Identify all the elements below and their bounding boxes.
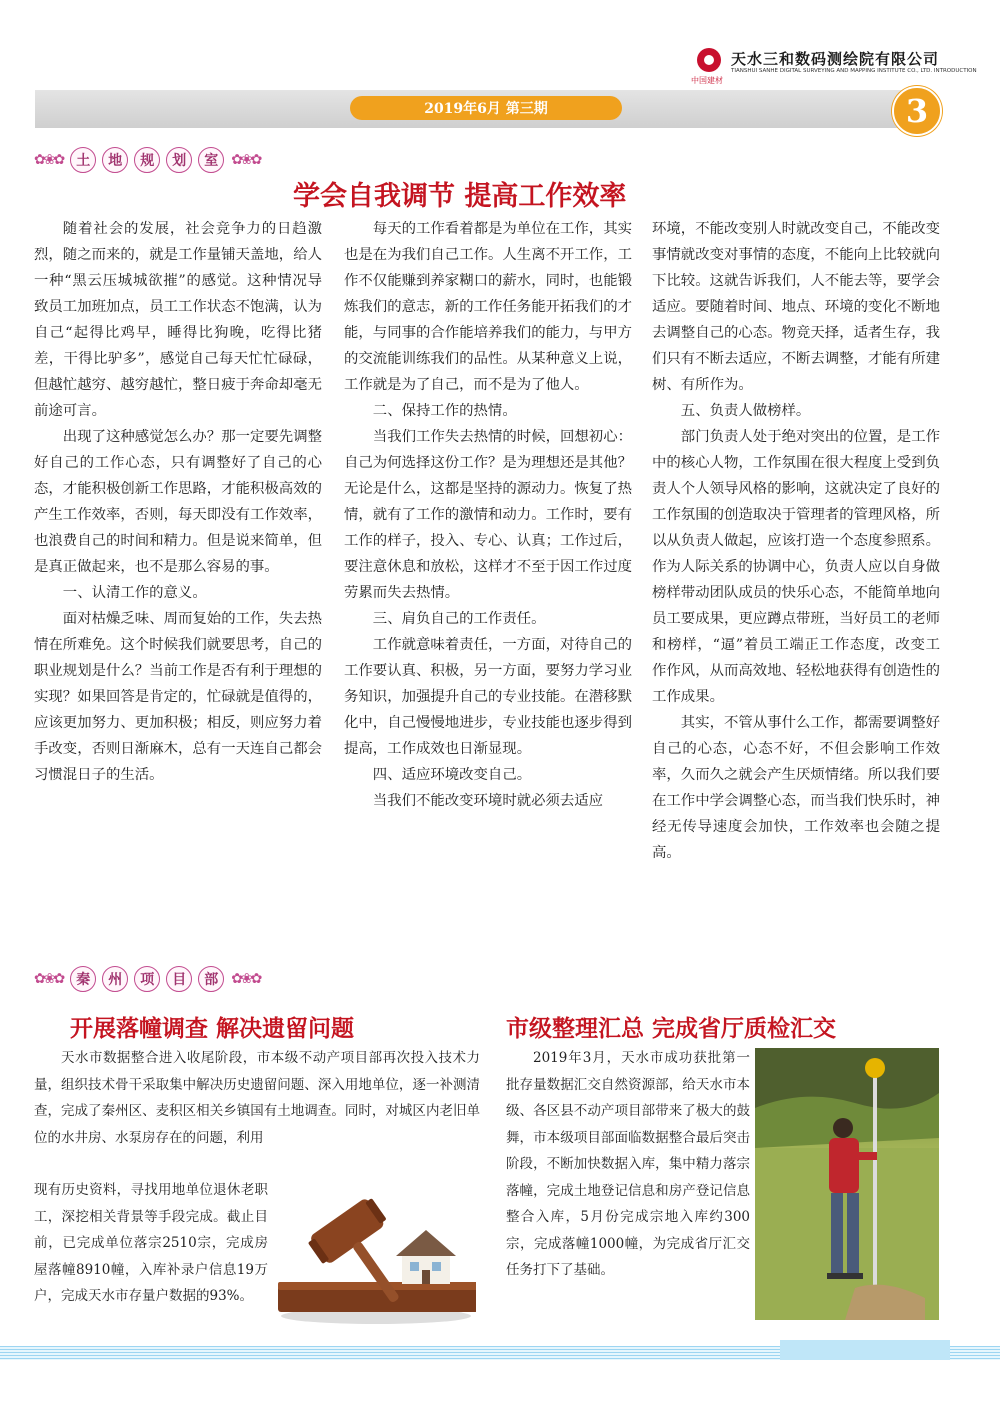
paragraph: 其实，不管从事什么工作，都需要调整好自己的心态，心态不好，不但会影响工作效率，久而久之就会产生厌烦情绪。所以我们要在工作中学会调整心态，而当我们快乐时，神经无传导速度会加快，工作效率也会随之提高。	[652, 715, 940, 861]
paragraph: 出现了这种感觉怎么办？那一定要先调整好自己的工作心态，只有调整好了自己的心态，才能积极创新工作思路，才能积极高效的产生工作效率，否则，每天即没有工作效率，也浪费自己的时间和精力。但是说来简单，但是真正做起来，也不是那么容易的事。	[34, 429, 322, 575]
banner-char: 项	[134, 966, 160, 992]
article-column-1	[34, 216, 322, 788]
banner-char: 州	[102, 966, 128, 992]
paragraph: 现有历史资料，寻找用地单位退休老职工，深挖相关背景等手段完成。截止目前，已完成单位落宗2510宗，完成房屋落幢8910幢，入库补录户信息19万户，完成天水市存量户数据的93%。	[34, 1182, 268, 1304]
banner-char: 室	[198, 147, 224, 173]
banner-char: 目	[166, 966, 192, 992]
footer-accent	[780, 1340, 950, 1360]
page-number: 3	[892, 86, 942, 136]
banner-char: 地	[102, 147, 128, 173]
logo-caption: 中国建材	[691, 76, 723, 85]
paragraph: 天水市数据整合进入收尾阶段，市本级不动产项目部再次投入技术力量，组织技术骨干采取集中解决历史遗留问题、深入用地单位，逐一补测清查，完成了秦州区、麦积区相关乡镇国有土地调查。同时，对城区内老旧单位的水井房、水泵房存在的问题，利用	[34, 1050, 480, 1146]
article-headline: 学会自我调节 提高工作效率	[293, 181, 627, 212]
article-headline-right: 市级整理汇总 完成省厅质检汇交	[506, 1016, 837, 1042]
paragraph: 随着社会的发展，社会竞争力的日趋激烈，随之而来的，就是工作量铺天盖地，给人一种“黑云压城城欲摧”的感觉。这种情况导致员工加班加点，员工工作状态不饱满，认为自己“起得比鸡早，睡得比狗晚，吃得比猪差，干得比驴多”，感觉自己每天忙忙碌碌，但越忙越穷、越穷越忙，整日疲于奔命却毫无前途可言。	[34, 221, 322, 419]
subheading: 五、负责人做榜样。	[680, 403, 811, 419]
paragraph: 部门负责人处于绝对突出的位置，是工作中的核心人物，工作氛围在很大程度上受到负责人个人领导风格的影响，这就决定了良好的工作氛围的创造取决于管理者的管理风格，所以从负责人做起，应该打造一个态度参照系。作为人际关系的协调中心，负责人应以自身做榜样带动团队成员的快乐心态，不能简单地向员工要成果，更应蹲点带班，当好员工的老师和榜样，“逼”着员工端正工作态度，改变工作作风，从而高效地、轻松地获得有创造性的工作成果。	[652, 429, 940, 705]
flower-ornament-icon: ✿❀✿	[231, 152, 261, 168]
surveyor-photo	[755, 1048, 939, 1320]
company-english-name: TIANSHUI SANHE DIGITAL SURVEYING AND MAPPING INSTITUTE CO., LTD. INTRODUCTION	[731, 68, 977, 74]
article-left-bottom	[34, 1177, 268, 1310]
issue-label: 2019年6月 第三期	[350, 96, 622, 120]
flower-ornament-icon: ✿❀✿	[34, 971, 64, 987]
banner-char: 规	[134, 147, 160, 173]
paragraph: 2019年3月，天水市成功获批第一批存量数据汇交自然资源部，给天水市本级、各区县不动产项目部带来了极大的鼓舞，市本级项目部面临数据整合最后突击阶段，不断加快数据入库，集中精力落宗落幢，完成土地登记信息和房产登记信息整合入库，5月份完成宗地入库约300宗，完成落幢1000幢，为完成省厅汇交任务打下了基础。	[506, 1050, 750, 1278]
subheading: 一、认清工作的意义。	[62, 585, 207, 601]
section-banner-qinzhou-project	[34, 965, 260, 993]
paragraph: 每天的工作看着都是为单位在工作，其实也是在为我们自己工作。人生离不开工作，工作不仅能赚到养家糊口的薪水，同时，也能锻炼我们的意志，新的工作任务能开拓我们的才能，与同事的合作能培养我们的能力，与甲方的交流能训练我们的品性。从某种意义上说，工作就是为了自己，而不是为了他人。	[344, 221, 632, 393]
surveyor-photo-drawing	[755, 1048, 939, 1320]
section-banner-land-planning	[34, 146, 260, 174]
banner-char: 土	[70, 147, 96, 173]
subheading: 三、肩负自己的工作责任。	[372, 611, 546, 627]
banner-char: 部	[198, 966, 224, 992]
paragraph: 面对枯燥乏味、周而复始的工作，失去热情在所难免。这个时候我们就要思考，自己的职业规划是什么？当前工作是否有利于理想的实现？如果回答是肯定的，忙碌就是值得的，应该更加努力、更加积极；相反，则应努力着手改变，否则日渐麻木，总有一天连自己都会习惯混日子的生活。	[34, 611, 322, 783]
article-column-2	[344, 216, 632, 814]
paragraph: 当我们工作失去热情的时候，回想初心：自己为何选择这份工作？是为理想还是其他？无论是什么，这都是坚持的源动力。恢复了热情，就有了工作的激情和动力。工作时，要有工作的样子，投入、专心、认真；工作过后，要注意休息和放松，这样才不至于因工作过度劳累而失去热情。	[344, 429, 632, 601]
paragraph: 环境，不能改变别人时就改变自己，不能改变事情就改变对事情的态度，不能向上比较就向下比较。这就告诉我们，人不能去等，要学会适应。要随着时间、地点、环境的变化不断地去调整自己的心态。物竞天择，适者生存，我们只有不断去适应，不断去调整，才能有所建树、有所作为。	[652, 221, 940, 393]
flower-ornament-icon: ✿❀✿	[34, 152, 64, 168]
paragraph: 工作就意味着责任，一方面，对待自己的工作要认真、积极，另一方面，要努力学习业务知识，加强提升自己的专业技能。在潜移默化中，自己慢慢地进步，专业技能也逐步得到提高，工作成效也日渐显现。	[344, 637, 632, 757]
gavel-house-illustration	[276, 1178, 476, 1328]
banner-char: 划	[166, 147, 192, 173]
article-left-top	[34, 1045, 480, 1151]
subheading: 二、保持工作的热情。	[372, 403, 517, 419]
article-column-3	[652, 216, 940, 866]
banner-char: 秦	[70, 966, 96, 992]
paragraph: 当我们不能改变环境时就必须去适应	[372, 793, 604, 809]
company-logo	[697, 48, 721, 72]
article-right	[506, 1045, 750, 1284]
article-headline-left: 开展落幢调查 解决遗留问题	[70, 1016, 355, 1042]
subheading: 四、适应环境改变自己。	[372, 767, 532, 783]
company-name: 天水三和数码测绘院有限公司	[731, 50, 940, 68]
flower-ornament-icon: ✿❀✿	[231, 971, 261, 987]
